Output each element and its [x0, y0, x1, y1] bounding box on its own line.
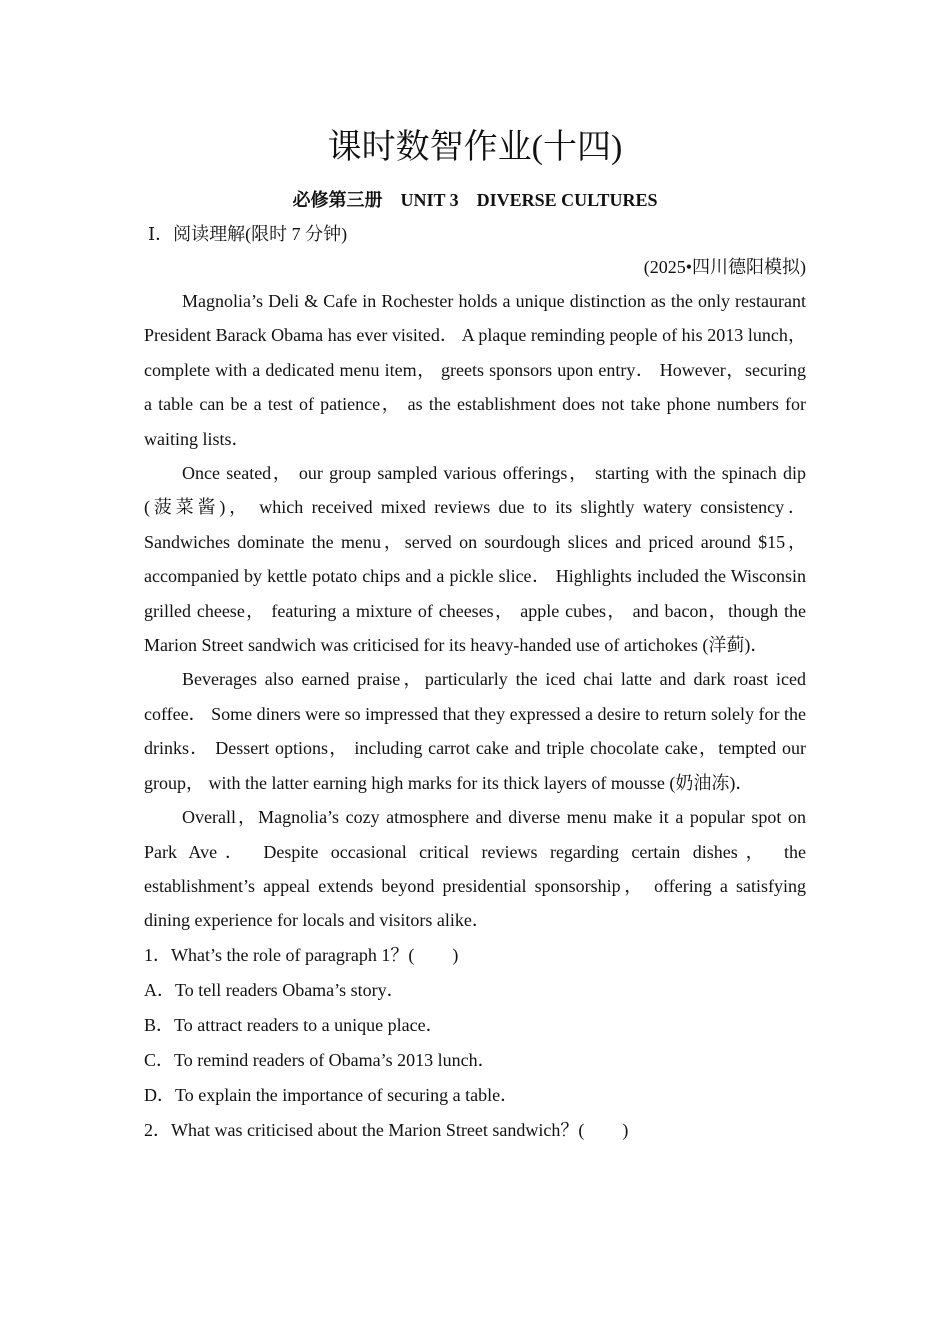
question-list: [144, 938, 806, 1148]
page-title: 课时数智作业(十四): [327, 129, 623, 166]
passage-paragraph-1: Magnolia’s Deli & Cafe in Rochester holds a unique distinction as the only restaurant President Barack Obama has ever visited． A plaque reminding people of his 2013 lunch， complete with a dedicated menu item， greets sponsors upon entry． However，securing a table can be a test of patience， as the establishment does not take phone numbers for waiting lists．: [144, 291, 806, 449]
passage-paragraph-2: Once seated， our group sampled various offerings， starting with the spinach dip (菠菜酱)， which received mixed reviews due to its slightly watery consistency．Sandwiches dominate the menu，served on sourdough slices and priced around $15， accompanied by kettle potato chips and a pickle slice． Highlights included the Wisconsin grilled cheese， featuring a mixture of cheeses， apple cubes， and bacon，though the Marion Street sandwich was criticised for its heavy-handed use of artichokes (洋蓟)．: [144, 463, 806, 656]
question-1-stem: [144, 938, 806, 973]
passage-paragraph-4: Overall，Magnolia’s cozy atmosphere and diverse menu make it a popular spot on Park Ave． Despite occasional critical reviews regarding certain dishes， the establishment’s appeal extends beyond presidential sponsorship， offering a satisfying dining experience for locals and visitors alike．: [144, 807, 806, 931]
question-1-option-c: C．To remind readers of Obama’s 2013 lunch．: [144, 1049, 496, 1070]
unit-subtitle: 必修第三册 UNIT 3 DIVERSE CULTURES: [292, 190, 658, 210]
question-1-option-a: A．To tell readers Obama’s story．: [144, 979, 405, 1000]
question-2-close: ): [622, 1119, 629, 1140]
section-heading: Ⅰ．阅读理解(限时 7 分钟): [148, 224, 348, 244]
question-2-text: 2．What was criticised about the Marion Street sandwich？(: [144, 1119, 585, 1140]
question-1-close: ): [452, 944, 459, 965]
question-1-option-b: B．To attract readers to a unique place．: [144, 1014, 444, 1035]
document-page: [144, 120, 806, 1148]
source-note: (2025•四川德阳模拟): [643, 257, 806, 277]
question-1-text: 1．What’s the role of paragraph 1？(: [144, 944, 415, 965]
question-2-stem: [144, 1113, 806, 1148]
question-1-option-d: D．To explain the importance of securing a table．: [144, 1084, 519, 1105]
passage-paragraph-3: Beverages also earned praise，particularly the iced chai latte and dark roast iced coffee． Some diners were so impressed that they expressed a desire to return solely for the drinks． Dessert options， including carrot cake and triple chocolate cake，tempted our group， with the latter earning high marks for its thick layers of mousse (奶油冻)．: [144, 669, 806, 793]
reading-passage: [144, 284, 806, 938]
